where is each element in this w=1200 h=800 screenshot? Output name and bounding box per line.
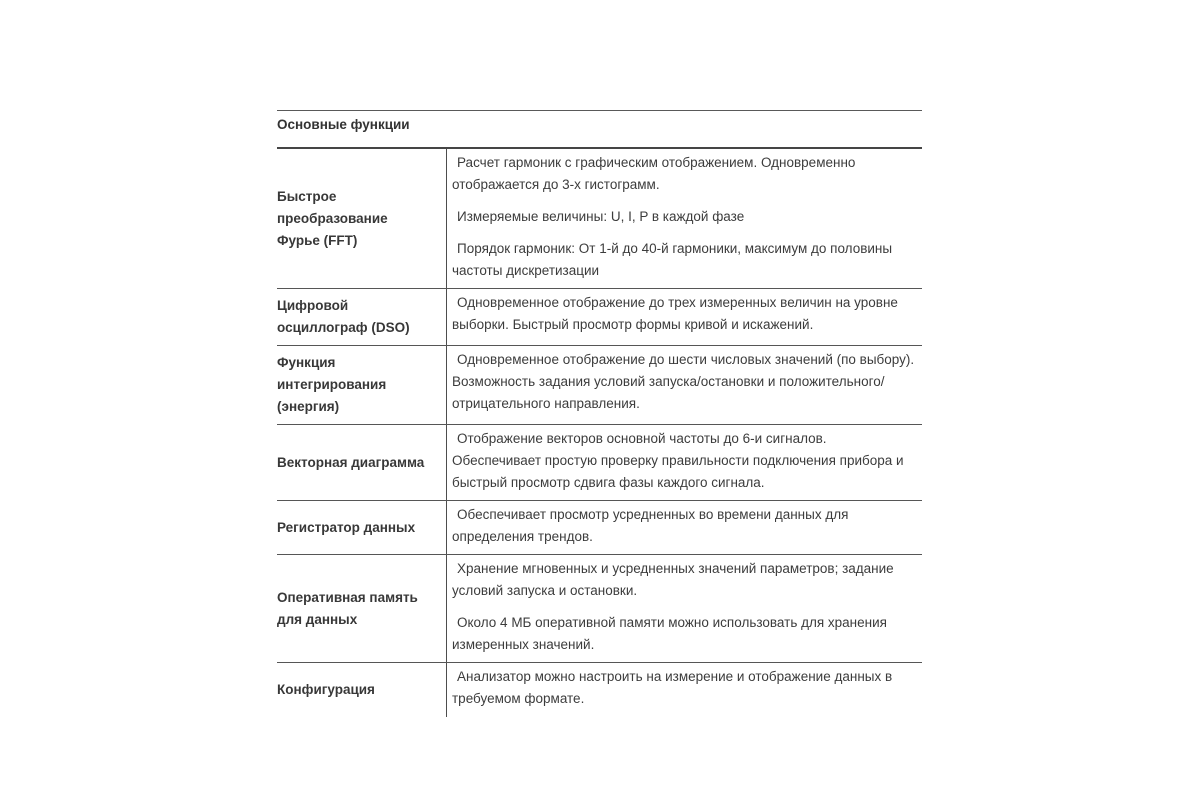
feature-paragraph: Одновременное отображение до трех измеренных величин на уровне выборки. Быстрый просмотр формы кривой и искажений.: [452, 295, 898, 332]
feature-name: Оперативная память для данных: [277, 555, 447, 662]
table-row: [277, 425, 922, 501]
feature-paragraph: Анализатор можно настроить на измерение и отображение данных в требуемом формате.: [452, 669, 893, 706]
feature-paragraph: Одновременное отображение до шести числовых значений (по выбору). Возможность задания условий запуска/остановки и положительного/отрицательного направления.: [452, 352, 915, 411]
feature-paragraph: Около 4 МБ оперативной памяти можно использовать для хранения измеренных значений.: [452, 615, 887, 652]
feature-name: Быстрое преобразование Фурье (FFT): [277, 149, 447, 288]
feature-name: Регистратор данных: [277, 501, 447, 554]
feature-description: [447, 425, 922, 500]
feature-description: [447, 346, 922, 424]
document-content: [277, 110, 922, 717]
features-table: [277, 147, 922, 717]
feature-name: Векторная диаграмма: [277, 425, 447, 500]
feature-paragraph: Порядок гармоник: От 1-й до 40-й гармоники, максимум до половины частоты дискретизации: [452, 241, 893, 278]
feature-paragraph: Измеряемые величины: U, I, P в каждой фазе: [457, 209, 745, 224]
feature-paragraph: Отображение векторов основной частоты до 6-и сигналов. Обеспечивает простую проверку правильности подключения прибора и быстрый просмотр сдвига фазы каждого сигнала.: [452, 431, 904, 490]
feature-description: [447, 555, 922, 662]
feature-paragraph: Обеспечивает просмотр усредненных во времени данных для определения трендов.: [452, 507, 849, 544]
table-row: [277, 346, 922, 425]
feature-description: [447, 149, 922, 288]
table-row: [277, 149, 922, 289]
feature-name: Цифровой осциллограф (DSO): [277, 289, 447, 345]
table-row: [277, 555, 922, 663]
feature-paragraph: Хранение мгновенных и усредненных значений параметров; задание условий запуска и остановки.: [452, 561, 894, 598]
section-title: Основные функции: [277, 110, 922, 133]
feature-name: Функция интегрирования (энергия): [277, 346, 447, 424]
feature-description: [447, 663, 922, 717]
feature-paragraph: Расчет гармоник с графическим отображением. Одновременно отображается до 3-х гистограмм.: [452, 155, 856, 192]
table-row: [277, 663, 922, 717]
table-row: [277, 289, 922, 346]
table-row: [277, 501, 922, 555]
feature-description: [447, 289, 922, 345]
feature-name: Конфигурация: [277, 663, 447, 717]
feature-description: [447, 501, 922, 554]
